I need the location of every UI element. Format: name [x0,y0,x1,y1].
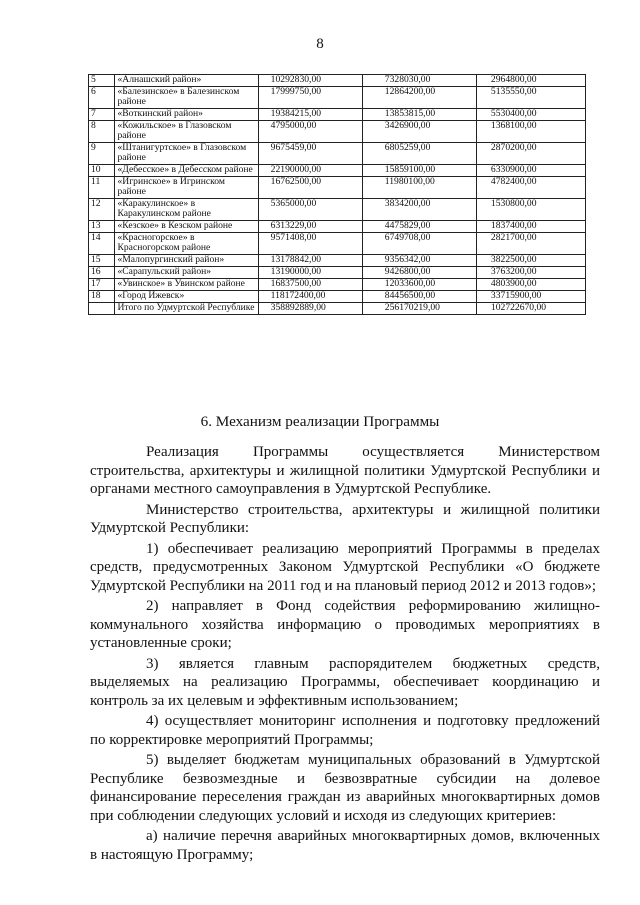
fund-amount: 15859100,00 [362,165,476,177]
municipality-name: «Малопургинский район» [115,255,258,267]
table-row [89,109,586,121]
fund-amount: 3834200,00 [362,199,476,221]
municipality-name: «Кожильское» в Глазовском районе [115,121,258,143]
table-row [89,121,586,143]
fund-amount: 3426900,00 [362,121,476,143]
budget-amount: 1837400,00 [476,221,585,233]
row-number: 12 [89,199,115,221]
municipality-name: «Алнашский район» [115,75,258,87]
row-number: 18 [89,291,115,303]
row-number: 5 [89,75,115,87]
row-number: 8 [89,121,115,143]
paragraph: 4) осуществляет мониторинг исполнения и подготовку предложений по корректировке мероприятий Программы; [90,713,600,748]
table-row [89,165,586,177]
table-row [89,75,586,87]
table-total-row [89,303,586,315]
fund-amount: 11980100,00 [362,177,476,199]
fund-amount: 84456500,00 [362,291,476,303]
municipality-name: «Игринское» в Игринском районе [115,177,258,199]
municipality-name: «Кезское» в Кезском районе [115,221,258,233]
row-number: 13 [89,221,115,233]
row-number: 16 [89,267,115,279]
paragraph: Реализация Программы осуществляется Министерством строительства, архитектуры и жилищной политики Удмуртской Республики и органами местного самоуправления в Удмуртской Республике. [90,444,600,497]
budget-amount: 1368100,00 [476,121,585,143]
table-row [89,291,586,303]
row-number: 9 [89,143,115,165]
municipality-name: «Сарапульский район» [115,267,258,279]
budget-amount: 1530800,00 [476,199,585,221]
total-label: Итого по Удмуртской Республике [115,303,258,315]
table-row [89,233,586,255]
municipality-name: «Каракулинское» в Каракулинском районе [115,199,258,221]
total-amount: 9571408,00 [258,233,362,255]
row-number: 7 [89,109,115,121]
fund-amount: 6749708,00 [362,233,476,255]
total-amount: 9675459,00 [258,143,362,165]
municipality-name: «Красногорское» в Красногорском районе [115,233,258,255]
table-row [89,143,586,165]
paragraph: а) наличие перечня аварийных многоквартирных домов, включенных в настоящую Программу; [90,828,600,863]
row-number: 15 [89,255,115,267]
paragraph: 3) является главным распорядителем бюджетных средств, выделяемых на реализацию Программы, обеспечивает координацию и контроль за их целевым и эффективным использованием; [90,655,600,709]
row-number: 17 [89,279,115,291]
municipality-name: «Дебесское» в Дебесском районе [115,165,258,177]
budget-amount: 5530400,00 [476,109,585,121]
total-amount: 13190000,00 [258,267,362,279]
fund-amount: 12864200,00 [362,87,476,109]
budget-amount: 4803900,00 [476,279,585,291]
budget-amount: 3822500,00 [476,255,585,267]
table-row [89,221,586,233]
budget-amount: 3763200,00 [476,267,585,279]
total-amount: 6313229,00 [258,221,362,233]
fund-amount: 13853815,00 [362,109,476,121]
paragraph: 1) обеспечивает реализацию мероприятий Программы в пределах средств, предусмотренных Законом Удмуртской Республики «О бюджете Удмуртской Республики на 2011 год и на плановый период 2012 и 2013 годов»; [90,540,600,594]
total-amount: 118172400,00 [258,291,362,303]
total-amount: 22190000,00 [258,165,362,177]
table-row [89,177,586,199]
total-amount: 19384215,00 [258,109,362,121]
total-amount: 5365000,00 [258,199,362,221]
row-number: 10 [89,165,115,177]
page-number: 8 [316,36,324,52]
municipality-name: «Город Ижевск» [115,291,258,303]
row-number: 14 [89,233,115,255]
total-amount: 4795000,00 [258,121,362,143]
paragraph: 2) направляет в Фонд содействия реформированию жилищно-коммунального хозяйства информацию о проводимых мероприятиях в установленные сроки; [90,598,600,651]
fund-amount: 9356342,00 [362,255,476,267]
paragraph: 5) выделяет бюджетам муниципальных образований в Удмуртской Республике безвозмездные и безвозвратные субсидии на долевое финансирование переселения граждан из аварийных многоквартирных домов при соблюдении следующих условий и исходя из следующих критериев: [90,752,600,824]
section-body [90,443,600,864]
municipality-name: «Балезинское» в Балезинском районе [115,87,258,109]
total-amount: 10292830,00 [258,75,362,87]
section-heading: 6. Механизм реализации Программы [200,413,440,430]
fund-amount: 7328030,00 [362,75,476,87]
table-row [89,87,586,109]
budget-amount: 6330900,00 [476,165,585,177]
municipality-name: «Увинское» в Увинском районе [115,279,258,291]
paragraph: Министерство строительства, архитектуры и жилищной политики Удмуртской Республики: [90,501,600,536]
budget-amount: 2870200,00 [476,143,585,165]
fund-amount: 4475829,00 [362,221,476,233]
municipality-name: «Штанигуртское» в Глазовском районе [115,143,258,165]
budget-amount: 2964800,00 [476,75,585,87]
row-number: 11 [89,177,115,199]
funding-table [88,74,586,315]
table-row [89,199,586,221]
budget-amount: 33715900,00 [476,291,585,303]
fund-amount: 6805259,00 [362,143,476,165]
row-number: 6 [89,87,115,109]
table-row [89,279,586,291]
budget-amount: 102722670,00 [476,303,585,315]
municipality-name: «Воткинский район» [115,109,258,121]
total-amount: 17999750,00 [258,87,362,109]
fund-amount: 12033600,00 [362,279,476,291]
budget-amount: 2821700,00 [476,233,585,255]
table-row [89,267,586,279]
total-amount: 358892889,00 [258,303,362,315]
total-amount: 16837500,00 [258,279,362,291]
budget-amount: 4782400,00 [476,177,585,199]
table-body [89,75,586,315]
row-number [89,303,115,315]
fund-amount: 256170219,00 [362,303,476,315]
total-amount: 16762500,00 [258,177,362,199]
budget-amount: 5135550,00 [476,87,585,109]
table-row [89,255,586,267]
fund-amount: 9426800,00 [362,267,476,279]
total-amount: 13178842,00 [258,255,362,267]
